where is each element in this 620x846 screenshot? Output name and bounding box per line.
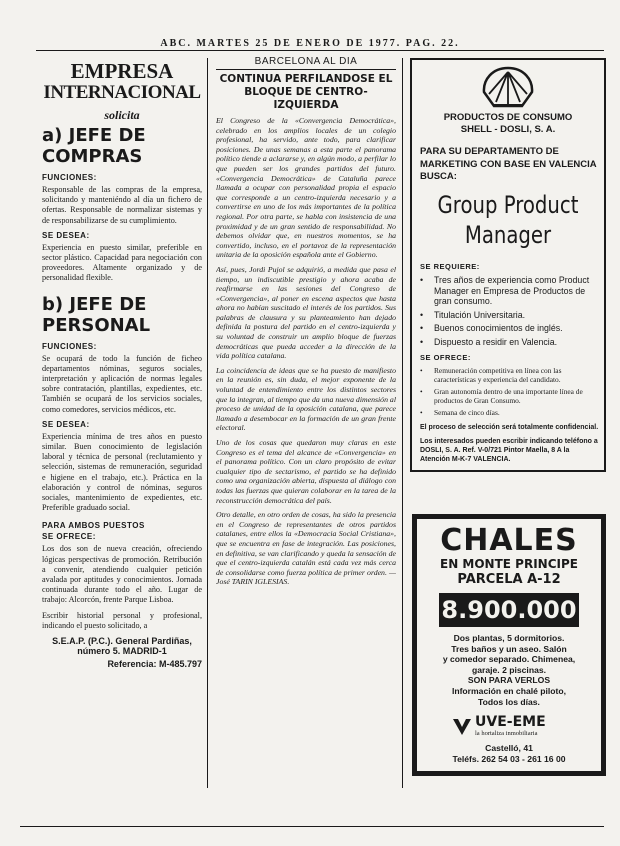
- header-rule: [36, 50, 604, 51]
- ad-title-line-2: INTERNACIONAL: [43, 82, 201, 103]
- article-paragraph-5: Otro detalle, en otro orden de cosas, ha sido la presencia en el Congreso de representantes de otros partidos catalanes, entre ellos la «Democracia Social Cristiana», que se encuentra en fase de integración. Las posiciones, en definitiva, se van clarificando y queda la sensación de que el centro-izquierda catalán está cada vez más cerca de consolidarse como fuerza política de primer orden. —José TARIN IGLESIAS.: [216, 510, 396, 587]
- article-paragraph-1: El Congreso de la «Convergencia Democrática», celebrado en los amplios locales de un colegio profesional, ha servido, ante todo, para clarificar posiciones. De unas semanas a esta parte el panorama político tiende a aclararse y, en algún modo, a perfilar lo que pueden ser los grandes partidos del futuro. «Convergencia Democrática» de Cataluña parece llamada a ocupar con personalidad propia el espacio que corresponde a un centro-izquierda necesario y a convertirse en uno de los más importantes de la política regional. Por otra parte, se habla con insistencia de una proximidad y de un gran sentido de responsabilidad. No debemos olvidar que, en nuestros momentos, se ha convertido, incluso, en el portavoz de la representación unitaria de la oposición española ante el Gobierno.: [216, 116, 396, 260]
- company-subtitle: la hortaliza inmobiliaria: [475, 730, 538, 737]
- empresa-ad-content: [42, 60, 202, 788]
- shell-title-1: PRODUCTOS DE CONSUMO: [443, 112, 573, 123]
- article-headline-1: CONTINUA PERFILANDOSE EL: [219, 73, 393, 85]
- article-kicker: BARCELONA AL DIA: [254, 56, 358, 67]
- address-line-1: S.E.A.P. (P.C.). General Pardiñas,: [52, 636, 192, 647]
- article-paragraph-4: Uno de los cosas que quedaron muy claras en este Congreso es el tema del alcance de «Convergencia» en el panorama político. Con un claro propósito de evitar cualquier tipo de sectarismo, el partido se ha definido como una organización abierta, dispuesta al diálogo con todas las fuerzas que quieran colaborar en la tarea de la reconstrucción democrática del país.: [216, 438, 396, 505]
- chales-location: EN MONTE PRINCIPE: [440, 557, 578, 571]
- job-title-compras: a) JEFE DE COMPRAS: [42, 125, 146, 167]
- desea-text-b: Experiencia mínima de tres años en puesto similar. Buen conocimiento de legislación laboral y técnica de personal (reclutamiento y selección, sistemas de remuneración, seguridad e higiene en el trabajo, etc.). Práctica en la elaboración y control de nóminas, seguros sociales, mantenimiento de expedientes, etc. Preferible graduado social.: [42, 431, 202, 513]
- article-headline-2: BLOQUE DE CENTRO-IZQUIERDA: [244, 86, 368, 111]
- chales-line-7: Todos los días.: [478, 696, 540, 707]
- funciones-label-a: FUNCIONES:: [42, 173, 97, 182]
- referencia: Referencia: M-485.797: [107, 659, 202, 670]
- ambos-puestos-label: PARA AMBOS PUESTOS: [42, 521, 145, 531]
- se-ofrece-label: SE OFRECE:: [42, 532, 96, 542]
- position-title-2: Manager: [464, 221, 552, 249]
- address-line-2: número 5. MADRID-1: [77, 646, 167, 657]
- desea-text-a: Experiencia en puesto similar, preferible en sector plástico. Capacidad para negociación con proveedores. Altamente organizado y de personalidad flexible.: [42, 242, 202, 283]
- shell-logo-icon: [480, 66, 536, 108]
- company-name: UVE-EME: [475, 714, 546, 730]
- offer-item: • Remuneración competitiva en línea con las características y experiencia del candidato.: [420, 366, 562, 384]
- offer-item: • Semana de cinco días.: [420, 408, 500, 417]
- chales-price: 8.900.000: [439, 593, 579, 627]
- chales-line-2: Tres baños y un aseo. Salón: [451, 643, 567, 654]
- chales-parcela: PARCELA A-12: [457, 572, 561, 587]
- chales-line-6: Información en chalé piloto,: [451, 685, 567, 696]
- solicita-label: solicita: [104, 108, 140, 122]
- page-header: ABC. MARTES 25 DE ENERO DE 1977. PAG. 22.: [160, 38, 460, 49]
- article-column: [216, 56, 396, 788]
- funciones-label-b: FUNCIONES:: [42, 341, 97, 351]
- article-right-rule: [402, 58, 403, 788]
- shell-se-ofrece-label: SE OFRECE:: [420, 353, 471, 362]
- chales-ad: [412, 514, 606, 776]
- chales-title: CHALES: [440, 523, 578, 558]
- uve-eme-logo-icon: [451, 715, 473, 737]
- requirement-item: • Dispuesto a residir en Valencia.: [420, 336, 558, 347]
- se-desea-label-a: SE DESEA:: [42, 230, 90, 240]
- shell-intro: PARA SU DEPARTAMENTO DE MARKETING CON BASE EN VALENCIA BUSCA:: [420, 146, 597, 182]
- ofrece-text: Los dos son de nueva creación, ofreciendo lógicas perspectivas de promoción. Retribución a convenir, atendiendo cualquier petición avalada por aptitudes y conocimientos. Jornada continuada durante todo el año. Lugar de trabajo: Alcorcón, frente Parque Lisboa.: [42, 544, 202, 605]
- requirement-item: • Buenos conocimientos de inglés.: [420, 323, 563, 333]
- shell-contact: Los interesados pueden escribir indicando teléfono a DOSLI, S. A. Ref. V-0/721 Pintor Maella, 8 A la Atención M-K-7 VALENCIA.: [420, 438, 598, 463]
- shell-title-2: SHELL - DOSLI, S. A.: [460, 124, 556, 135]
- chales-address: Castelló, 41: [485, 743, 533, 753]
- ad-title-line-1: EMPRESA: [70, 60, 174, 83]
- requirement-item: • Titulación Universitaria.: [420, 309, 526, 320]
- job-title-personal: b) JEFE DE PERSONAL: [42, 293, 151, 336]
- kicker-rule: [216, 69, 396, 70]
- shell-ad: [410, 58, 606, 472]
- se-desea-label-b: SE DESEA:: [42, 419, 90, 429]
- offer-item: • Gran autonomía dentro de una importante línea de productos de Gran Consumo.: [420, 387, 583, 405]
- chales-line-5: SON PARA VERLOS: [467, 675, 551, 686]
- chales-phones: Teléfs. 262 54 03 - 261 16 00: [452, 754, 566, 764]
- funciones-text-a: Responsable de las compras de la empresa, solicitando y manteniéndo al día un fichero de ofertas. Responsable de normalizar sistemas y de responsabilizarse de su cumplimiento.: [42, 185, 202, 225]
- confidential-note: El proceso de selección será totalmente confidencial.: [420, 424, 599, 431]
- funciones-text-b: Se ocupará de todo la función de ficheo departamentos nóminas, seguros sociales, interpretación y aplicación de normas legales sobre contratación, plantillas, expedientes, etc. También se ocupará de los servicios sociales, como comedores, servicios médicos, etc.: [42, 353, 202, 414]
- chales-line-1: Dos plantas, 5 dormitorios.: [453, 633, 565, 643]
- requirement-item: • Tres años de experiencia como Product Manager en Empresa de Productos de gran consumo.: [420, 275, 590, 306]
- se-requiere-label: SE REQUIERE:: [420, 262, 480, 271]
- historial-text: Escribir historial personal y profesional, indicando el puesto solicitado, a: [42, 610, 202, 630]
- footer-rule: [20, 826, 604, 827]
- article-paragraph-2: Así, pues, Jordi Pujol se adquirió, a medida que pasa el tiempo, un indiscutible prestigio y ahora acaba de reafirmarse en las sesiones del Congreso de «Convergencia», al poner en escena aspectos que hasta ahora no habían suscitado el interés de los partidos. Sus palabras de clausura y su planteamiento han dejado definida la postura del partido en el centro-izquierda y su voluntad de construir un amplio bloque de fuerzas democráticas que pueda acceder a la dirección de la vida política catalana.: [216, 264, 396, 361]
- chales-line-3: y comedor separado. Chimenea,: [442, 654, 576, 665]
- article-paragraph-3: La coincidencia de ideas que se ha puesto de manifiesto en la reunión es, sin duda, el mejor exponente de la voluntad de entendimiento entre los distintos sectores que la integran, al tiempo que da una nueva dimensión al proceso de unidad de la oposición catalana, que parece llamado a desembocar en la formación de un gran frente electoral.: [216, 365, 396, 433]
- position-title-1: Group Product: [437, 191, 579, 219]
- chales-line-4: garaje. 2 piscinas.: [471, 664, 547, 675]
